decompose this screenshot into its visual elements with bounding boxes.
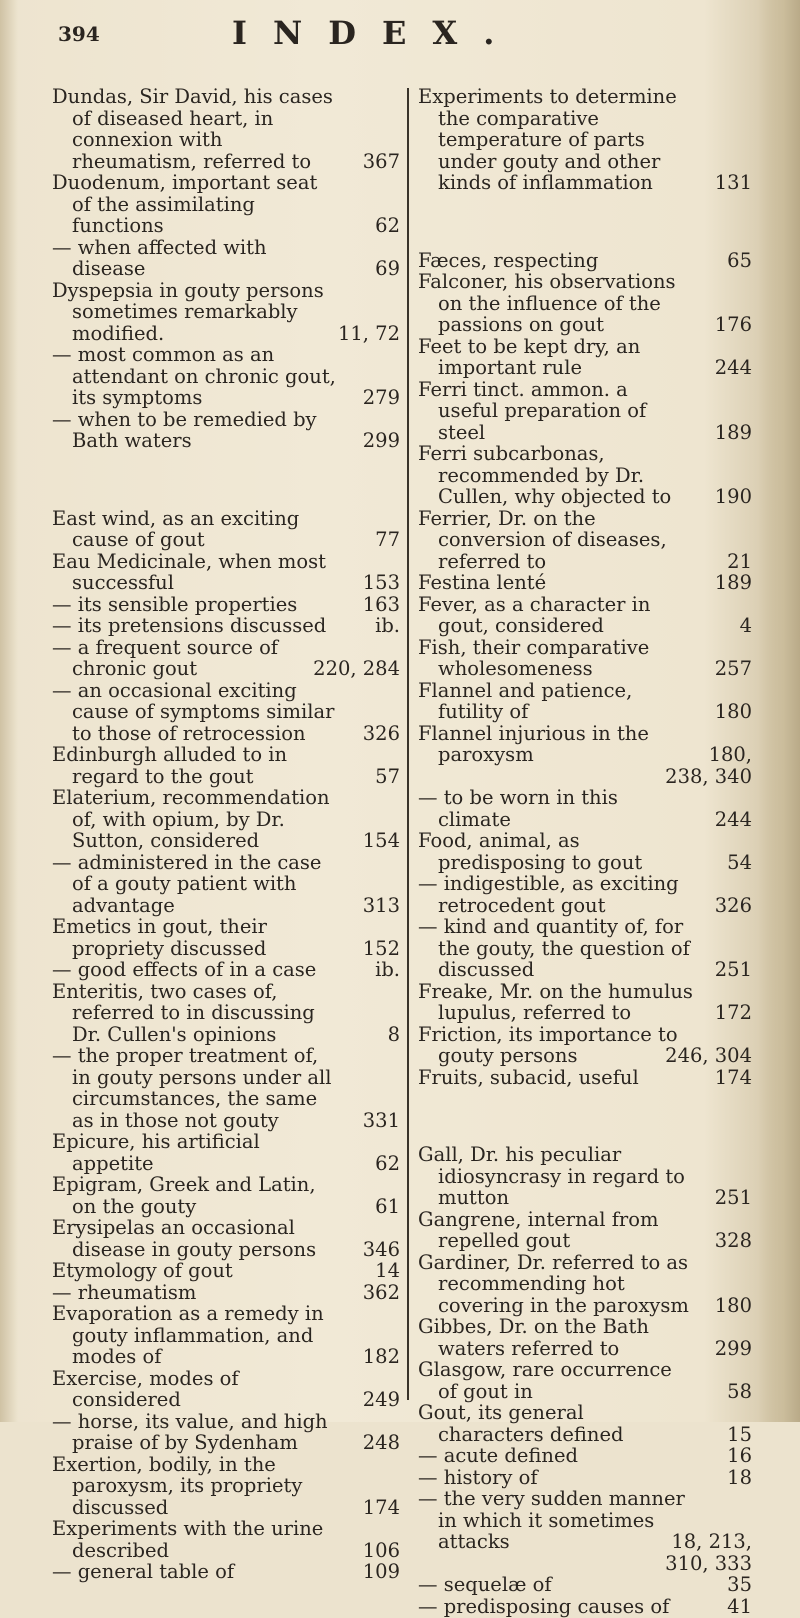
index-entry	[52, 1260, 400, 1282]
index-entry	[418, 1445, 752, 1467]
entry-page-ref: 154	[362, 829, 400, 852]
entry-page-ref: 331	[362, 1108, 400, 1132]
index-entry	[52, 637, 400, 680]
entry-text: Fæces, respecting	[418, 248, 599, 272]
entry-page-ref: 16	[727, 1444, 752, 1467]
index-entry	[418, 1252, 752, 1317]
entry-page-ref: 182	[362, 1345, 400, 1368]
entry-text: — sequelæ of	[418, 1573, 552, 1596]
entry-page-ref: 62	[375, 214, 400, 237]
page-number: 394	[58, 22, 100, 46]
entry-text: Ferri tinct. ammon. a useful preparation of steel	[418, 377, 647, 444]
entry-text: Experiments to determine the comparative temperature of parts under gouty and other kinds of inflammation	[418, 85, 677, 194]
entry-page-ref: 180	[714, 1293, 752, 1317]
entry-page-ref: 106	[362, 1538, 400, 1562]
entry-page-ref: 249	[362, 1388, 400, 1411]
entry-text: Exercise, modes of considered	[52, 1366, 239, 1411]
entry-page-ref: 326	[714, 893, 752, 917]
right-column	[418, 86, 752, 1617]
index-entry	[52, 787, 400, 852]
entry-page-ref: 326	[362, 721, 400, 745]
entry-page-ref: 18	[727, 1465, 752, 1489]
entry-text: — good effects of in a case	[52, 958, 317, 981]
entry-text: — history of	[418, 1465, 538, 1489]
entry-page-ref: 153	[362, 571, 400, 594]
entry-page-ref: 131	[714, 171, 752, 194]
block-gap	[52, 452, 400, 508]
entry-text: Experiments with the urine described	[52, 1517, 324, 1562]
entry-page-ref: 57	[375, 764, 400, 788]
index-entry	[418, 379, 752, 444]
left-block-e	[52, 508, 400, 1583]
index-entry	[418, 1209, 752, 1252]
entry-text: Epicure, his artificial appetite	[52, 1130, 260, 1175]
entry-text: — when affected with disease	[52, 235, 267, 280]
block-gap	[418, 1088, 752, 1144]
entry-text: Epigram, Greek and Latin, on the gouty	[52, 1173, 316, 1218]
index-entry	[52, 1282, 400, 1304]
entry-page-ref: 163	[362, 592, 400, 616]
index-entry	[52, 916, 400, 959]
entry-text: — its sensible properties	[52, 592, 298, 616]
entry-page-ref: 4	[739, 614, 752, 637]
entry-page-ref: 299	[714, 1336, 752, 1360]
entry-text: Gout, its general characters defined	[418, 1401, 624, 1446]
entry-text: — rheumatism	[52, 1280, 197, 1304]
entry-text: Falconer, his observations on the influence of the passions on gout	[418, 270, 676, 336]
index-entry	[418, 1467, 752, 1489]
index-entry	[418, 1067, 752, 1089]
entry-page-ref: 15	[727, 1422, 752, 1446]
index-entry	[418, 1574, 752, 1596]
entry-page-ref: 244	[714, 356, 752, 379]
entry-page-ref: 279	[362, 386, 400, 409]
entry-page-ref: 189	[714, 420, 752, 444]
entry-page-ref: 62	[375, 1151, 400, 1175]
entry-page-ref: 174	[362, 1495, 400, 1519]
entry-page-ref: 176	[714, 313, 752, 336]
entry-page-ref: 238, 340	[665, 764, 752, 788]
index-entry	[52, 344, 400, 409]
entry-page-ref: 174	[714, 1065, 752, 1089]
entry-page-ref: 58	[727, 1379, 752, 1403]
entry-page-ref: 313	[362, 893, 400, 917]
entry-page-ref: 152	[362, 936, 400, 960]
entry-text: Duodenum, important seat of the assimilating functions	[52, 171, 318, 237]
entry-page-ref: 18, 213,	[671, 1530, 752, 1553]
index-entry	[418, 873, 752, 916]
index-entry	[52, 280, 400, 345]
entry-text: — its pretensions discussed	[52, 614, 327, 637]
index-entry	[52, 981, 400, 1046]
index-entry	[418, 1596, 752, 1618]
left-column	[52, 86, 400, 1583]
entry-text: Emetics in gout, their propriety discussed	[52, 915, 267, 960]
entry-page-ref: 35	[727, 1573, 752, 1596]
index-entry	[52, 1454, 400, 1519]
column-divider	[407, 88, 409, 1400]
entry-page-ref: 69	[375, 257, 400, 280]
entry-page-ref: 310, 333	[665, 1551, 752, 1575]
index-entry	[418, 508, 752, 573]
entry-page-ref: 11, 72	[337, 321, 400, 345]
index-entry	[52, 594, 400, 616]
entry-page-ref: 246, 304	[665, 1044, 752, 1067]
entry-text: Elaterium, recommendation of, with opium, by Dr. Sutton, considered	[52, 786, 330, 852]
index-entry	[52, 1217, 400, 1260]
entry-text: — indigestible, as exciting retrocedent gout	[418, 872, 679, 917]
entry-text: Evaporation as a remedy in gouty inflammation, and modes of	[52, 1302, 324, 1368]
index-entry	[52, 615, 400, 637]
entry-page-ref: 109	[362, 1560, 400, 1583]
index-entry	[52, 1045, 400, 1131]
right-block-g	[418, 1144, 752, 1617]
right-block-f	[418, 250, 752, 1089]
entry-text: Friction, its importance to gouty persons	[418, 1022, 678, 1067]
entry-text: — the very sudden manner in which it sometimes attacks	[418, 1487, 685, 1553]
index-entry	[418, 916, 752, 981]
entry-text: Eau Medicinale, when most successful	[52, 549, 326, 594]
index-entry	[418, 723, 752, 766]
index-entry	[52, 1174, 400, 1217]
entry-page-ref: 190	[714, 485, 752, 508]
entry-page-ref: 251	[714, 1186, 752, 1209]
index-entry	[52, 508, 400, 551]
index-entry	[52, 852, 400, 917]
index-entry	[418, 1024, 752, 1067]
entry-page-ref: 8	[387, 1022, 400, 1046]
entry-page-ref: 14	[375, 1259, 400, 1282]
entry-text: — general table of	[52, 1560, 235, 1583]
index-entry	[418, 1144, 752, 1209]
index-entry	[418, 830, 752, 873]
entry-text: Exertion, bodily, in the paroxysm, its propriety discussed	[52, 1452, 303, 1519]
index-entry	[418, 1553, 752, 1575]
index-entry	[418, 1402, 752, 1445]
entry-text: Gall, Dr. his peculiar idiosyncrasy in regard to mutton	[418, 1143, 685, 1209]
index-entry	[52, 172, 400, 237]
page-shadow-right	[758, 0, 800, 1422]
index-entry	[52, 1131, 400, 1174]
index-entry	[52, 1368, 400, 1411]
index-entry	[52, 237, 400, 280]
entry-text: Flannel injurious in the paroxysm	[418, 721, 649, 766]
entry-page-ref: 367	[362, 149, 400, 173]
entry-text: — predisposing causes of	[418, 1594, 670, 1618]
entry-text: East wind, as an exciting cause of gout	[52, 506, 300, 551]
index-entry	[418, 766, 752, 788]
index-entry	[418, 594, 752, 637]
index-entry	[418, 680, 752, 723]
entry-text: — an occasional exciting cause of symptoms similar to those of retrocession	[52, 678, 335, 745]
entry-text: Festina lenté	[418, 571, 547, 594]
entry-text: Gibbes, Dr. on the Bath waters referred to	[418, 1315, 649, 1360]
entry-page-ref: ib.	[375, 958, 400, 981]
entry-page-ref: 61	[375, 1194, 400, 1218]
entry-page-ref: 172	[714, 1001, 752, 1024]
index-entry	[52, 1411, 400, 1454]
index-entry	[52, 744, 400, 787]
entry-text: Flannel and patience, futility of	[418, 678, 633, 723]
index-entry	[52, 1303, 400, 1368]
entry-page-ref: 77	[375, 528, 400, 551]
entry-text: — horse, its value, and high praise of by Sydenham	[52, 1409, 328, 1454]
index-entry	[418, 250, 752, 272]
entry-text: Fruits, subacid, useful	[418, 1065, 639, 1089]
entry-text: — when to be remedied by Bath waters	[52, 407, 317, 452]
entry-page-ref: 180,	[708, 743, 752, 766]
entry-page-ref: 41	[727, 1594, 752, 1618]
entry-text: Gardiner, Dr. referred to as recommending hot covering in the paroxysm	[418, 1250, 689, 1317]
index-entry	[52, 680, 400, 745]
entry-text: Dundas, Sir David, his cases of diseased heart, in connexion with rheumatism, referred to	[52, 85, 333, 173]
index-entry	[418, 787, 752, 830]
index-entry	[52, 86, 400, 172]
entry-text: — the proper treatment of, in gouty persons under all circumstances, the same as in those not gouty	[52, 1044, 332, 1132]
index-entry	[418, 443, 752, 508]
entry-text: — acute defined	[418, 1444, 578, 1467]
entry-text: Fever, as a character in gout, considered	[418, 592, 651, 637]
entry-page-ref: 180	[714, 700, 752, 723]
entry-text: — most common as an attendant on chronic gout, its symptoms	[52, 343, 336, 409]
entry-page-ref: ib.	[375, 614, 400, 637]
entry-text: — administered in the case of a gouty patient with advantage	[52, 850, 322, 917]
entry-page-ref: 251	[714, 958, 752, 981]
entry-page-ref: 362	[362, 1280, 400, 1304]
entry-page-ref: 65	[727, 248, 752, 272]
entry-text: Edinburgh alluded to in regard to the gout	[52, 743, 288, 788]
entry-page-ref: 346	[362, 1237, 400, 1261]
index-entry	[52, 1518, 400, 1561]
entry-page-ref: 220, 284	[313, 657, 400, 680]
entry-text: Feet to be kept dry, an important rule	[418, 334, 641, 379]
index-entry	[418, 637, 752, 680]
entry-text: — kind and quantity of, for the gouty, the question of discussed	[418, 915, 690, 981]
index-entry	[418, 1359, 752, 1402]
index-entry	[52, 409, 400, 452]
index-entry	[418, 1316, 752, 1359]
entry-text: Ferrier, Dr. on the conversion of diseases, referred to	[418, 506, 667, 573]
entry-page-ref: 248	[362, 1431, 400, 1454]
index-entry	[418, 271, 752, 336]
index-entry	[418, 336, 752, 379]
entry-page-ref: 299	[362, 429, 400, 452]
entry-text: — a frequent source of chronic gout	[52, 635, 279, 680]
running-head: INDEX.	[232, 14, 521, 52]
entry-page-ref: 21	[727, 549, 752, 573]
entry-page-ref: 328	[714, 1229, 752, 1252]
entry-text: Enteritis, two cases of, referred to in discussing Dr. Cullen's opinions	[52, 979, 315, 1046]
entry-text: Fish, their comparative wholesomeness	[418, 635, 650, 680]
left-block-d	[52, 86, 400, 452]
entry-text: Gangrene, internal from repelled gout	[418, 1207, 659, 1252]
page-shadow-left	[0, 0, 18, 1422]
index-entry	[52, 1561, 400, 1583]
entry-text: Erysipelas an occasional disease in gouty persons	[52, 1216, 317, 1261]
block-gap	[418, 194, 752, 250]
entry-text: Etymology of gout	[52, 1259, 233, 1282]
index-entry	[418, 981, 752, 1024]
index-entry	[418, 1488, 752, 1553]
index-entry	[52, 551, 400, 594]
entry-page-ref: 244	[714, 807, 752, 831]
index-entry	[418, 572, 752, 594]
right-block-e	[418, 86, 752, 194]
entry-text: Food, animal, as predisposing to gout	[418, 829, 643, 874]
entry-text: Ferri subcarbonas, recommended by Dr. Cullen, why objected to	[418, 442, 672, 508]
entry-page-ref: 54	[727, 850, 752, 874]
index-entry	[52, 959, 400, 981]
entry-text: — to be worn in this climate	[418, 786, 618, 831]
entry-text: Dyspepsia in gouty persons sometimes remarkably modified.	[52, 278, 324, 345]
entry-page-ref: 257	[714, 657, 752, 680]
index-entry	[418, 86, 752, 194]
entry-page-ref: 189	[714, 571, 752, 594]
entry-text: Freake, Mr. on the humulus lupulus, referred to	[418, 979, 693, 1024]
entry-text: Glasgow, rare occurrence of gout in	[418, 1358, 672, 1403]
